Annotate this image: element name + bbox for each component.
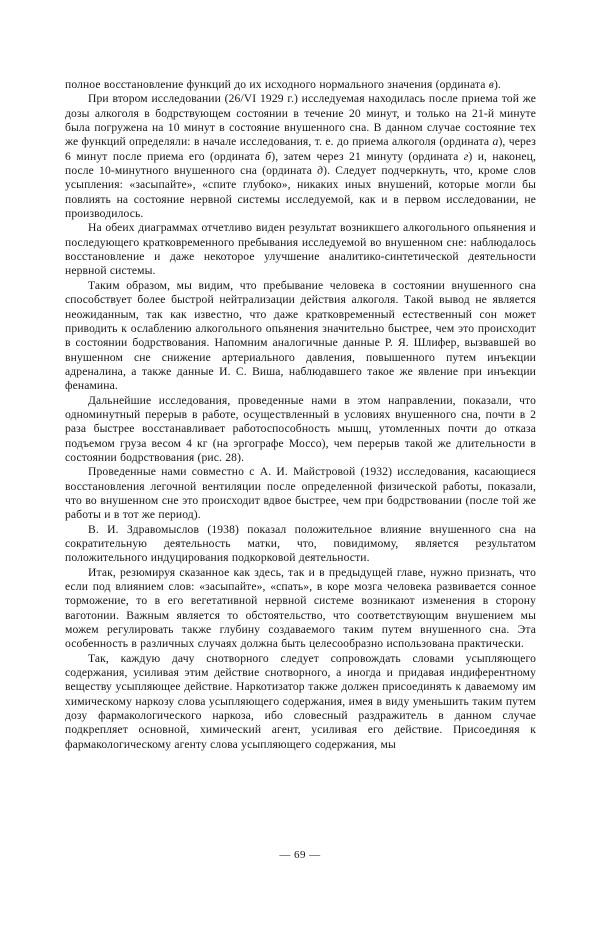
paragraph-5: Дальнейшие исследования, проведенные нами в этом направлении, показали, что одноминутный перерыв в работе, осуществленный в условиях внушенного сна, почти в 2 раза быстрее восстанавливает работоспособность мышц, утомленных почти до отказа подъемом груза весом 4 кг (на эргографе Моссо), чем перерыв такой же длительности в состоянии бодрствования (рис. 28). [65,393,536,464]
ordinate-letter: б [265,149,272,163]
paragraph-1: полное восстановление функций до их исходного нормального значения (ордината в). [65,78,501,91]
ordinate-letter: в [488,78,494,91]
page-number: — 69 — [279,849,321,861]
paragraph-7: В. И. Здравомыслов (1938) показал положительное влияние внушенного сна на сократительную деятельность матки, что, повидимому, является результатом положительного индуцирования подкорковой деятельности. [65,522,536,565]
ordinate-letter: г [463,149,469,163]
ordinate-letter: д [317,164,324,178]
paragraph-8: Итак, резюмируя сказанное как здесь, так и в предыдущей главе, нужно признать, что если под влиянием слов: «засыпайте», «спать», в коре мозга человека развивается сонное торможение, то в его вегетативной нервной системе возникают изменения в сторону ваготонии. Важным является то обстоятельство, что соответствующим внушением мы можем регулировать также глубину создаваемого таким путем внушенного сна. Эта особенность в различных случаях должна быть целесообразно использована практически. [65,565,536,651]
ordinate-letter: а [492,135,499,149]
paragraph-6: Проведенные нами совместно с А. И. Майстровой (1932) исследования, касающиеся восстановления легочной вентиляции после определенной физической работы, показали, что во внушенном сне это происходит вдвое быстрее, чем при бодрствовании (после той же работы и в тот же период). [65,465,536,522]
paragraph-3: На обеих диаграммах отчетливо виден результат возникшего алкогольного опьянения и последующего кратковременного пребывания исследуемой во внушенном сне: наблюдалось восстановление и даже некоторое улучшение аналитико-синтетической деятельности нервной системы. [65,221,536,278]
paragraph-2: При втором исследовании (26/VI 1929 г.) исследуемая находилась после приема той же дозы алкоголя в бодрствующем состоянии в течение 20 минут, и только на 21-й минуте была погружена на 10 минут в состояние внушенного сна. В данном случае состояние тех же функций определяли: в начале исследования, т. е. до приема алкоголя (ордината а), через 6 минут после приема его (ордината б), затем через 21 минуту (ордината г) и, наконец, после 10-минутного внушенного сна (ордината д). Следует подчеркнуть, что, кроме слов усыпления: «засыпайте», «спите глубоко», никаких иных внушений, которые могли бы повлиять на состояние нервной системы исследуемой, как и в первом исследовании, не производилось. [65,92,537,221]
paragraph-9: Так, каждую дачу снотворного следует сопровождать словами усыпляющего содержания, усиливая этим действие снотворного, а иногда и придавая индиферентному веществу усыпляющее действие. Наркотизатор также должен присоединять к даваемому им химическому наркозу слова усыпляющего содержания, имея в виду уменьшить таким путем дозу фармакологического наркоза, ибо словесный раздражитель в данном случае подкрепляет основной, химический агент, усиливая его действие. Присоединяя к фармакологическому агенту слова усыпляющего содержания, мы [65,651,536,751]
paragraph-4: Таким образом, мы видим, что пребывание человека в состоянии внушенного сна способствует более быстрой нейтрализации действия алкоголя. Такой вывод не является неожиданным, так как известно, что даже кратковременный естественный сон может приводить к ослаблению алкогольного опьянения значительно быстрее, чем это происходит в состоянии бодрствования. Напомним аналогичные данные Р. Я. Шлифер, вызвавшей во внушенном сне снижение артериального давления, повышенного путем инъекции адреналина, а также данные И. С. Виша, наблюдавшего такое же явление при инъекции фенамина. [65,278,536,393]
body-text-column [65,78,536,752]
